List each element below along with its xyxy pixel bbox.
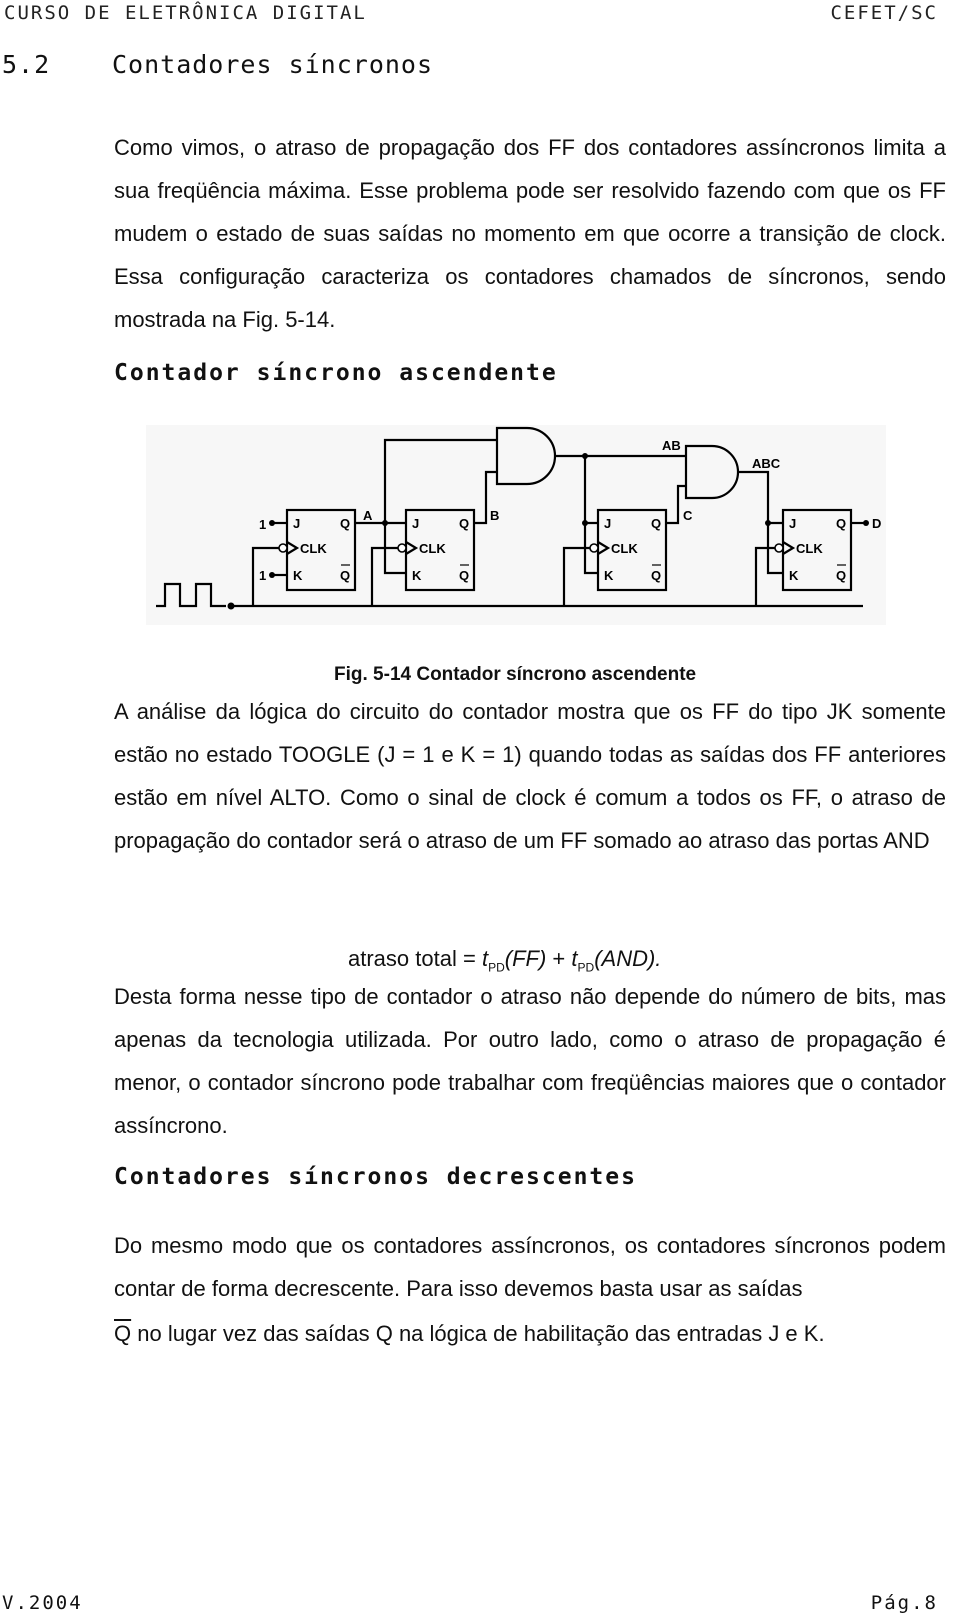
formula-t2: t (571, 946, 578, 971)
circuit-diagram (0, 420, 960, 670)
signal-a-label: A (363, 508, 373, 523)
formula-label: atraso total (348, 946, 457, 971)
ff3-j-label: J (604, 516, 612, 531)
subheading-descending: Contadores síncronos decrescentes (114, 1164, 637, 1190)
ff1-q-label: Q (340, 516, 351, 531)
ff4-k-label: K (789, 568, 799, 583)
ff4-clk-label: CLK (796, 541, 823, 556)
ff3-q-label: Q (651, 516, 662, 531)
formula-pd1: PD (488, 960, 505, 975)
ff2-k-label: K (412, 568, 422, 583)
intro-paragraph: Como vimos, o atraso de propagação dos FF dos contadores assíncronos limita a sua freqüência máxima. Esse problema pode ser resolvido fazendo com que os FF mudem o estado de suas saídas no momento em que ocorre a transição de clock. Essa configuração caracteriza os contadores chamados de síncronos, sendo mostrada na Fig. 5-14. (114, 135, 946, 332)
ff3-qbar-label: Q (651, 568, 662, 583)
section-title: Contadores síncronos (112, 50, 434, 79)
signal-d-label: D (872, 516, 882, 531)
ff1-k-label: K (293, 568, 303, 583)
ff3-k-label: K (604, 568, 614, 583)
formula-and: (AND). (594, 946, 662, 971)
formula-plus: + (552, 946, 566, 971)
q-bar-symbol: $\overline{Q}$ (114, 1321, 132, 1346)
ff1-clk-label: CLK (300, 541, 327, 556)
figure-caption: Fig. 5-14 Contador síncrono ascendente (334, 664, 697, 685)
diagram-background (146, 425, 886, 625)
header-institution: CEFET/SC (830, 2, 938, 24)
input-k-one-label: 1 (259, 568, 267, 583)
footer-version: V.2004 (2, 1592, 83, 1614)
formula-pd2: PD (577, 960, 595, 975)
ff1-qbar-label: Q (340, 568, 351, 583)
ff2-q-label: Q (459, 516, 470, 531)
ff4-q-label: Q (836, 516, 847, 531)
formula-ff: (FF) (504, 946, 547, 971)
descending-paragraph-end (114, 1312, 946, 1355)
descending-paragraph: Do mesmo modo que os contadores assíncronos, os contadores síncronos podem contar de forma decrescente. Para isso devemos basta usar as saídas (114, 1233, 946, 1301)
signal-b-label: B (490, 508, 500, 523)
ff4-qbar-label: Q (836, 568, 847, 583)
ff3-clk-label: CLK (611, 541, 638, 556)
delay-formula (348, 946, 661, 974)
signal-abc-label: ABC (752, 456, 781, 471)
signal-c-label: C (683, 508, 693, 523)
input-j-one-label: 1 (259, 517, 267, 532)
ff4-j-label: J (789, 516, 797, 531)
subheading-ascending: Contador síncrono ascendente (114, 360, 558, 386)
analysis-paragraph: A análise da lógica do circuito do contador mostra que os FF do tipo JK somente estão no estado TOOGLE (J = 1 e K = 1) quando todas as saídas dos FF anteriores estão em nível ALTO. Como o sinal de clock é comum a todos os FF, o atraso de propagação do contador será o atraso de um FF somado ao atraso das portas AND (114, 699, 946, 853)
footer-page: Pág.8 (870, 1592, 938, 1614)
formula-equals: = (462, 946, 476, 971)
section-number: 5.2 (2, 50, 51, 79)
ff2-qbar-label: Q (459, 568, 470, 583)
ff2-j-label: J (412, 516, 420, 531)
header-course: CURSO DE ELETRÔNICA DIGITAL (4, 2, 367, 24)
formula-t1: t (481, 946, 489, 971)
signal-ab-label: AB (662, 438, 681, 453)
descending-paragraph-rest: no lugar vez das saídas Q na lógica de habilitação das entradas J e K. (137, 1321, 825, 1346)
ff2-clk-label: CLK (419, 541, 446, 556)
conclusion-paragraph: Desta forma nesse tipo de contador o atraso não depende do número de bits, mas apenas da tecnologia utilizada. Por outro lado, como o atraso de propagação é menor, o contador síncrono pode trabalhar com freqüências maiores que o contador assíncrono. (114, 984, 946, 1138)
ff1-j-label: J (293, 516, 301, 531)
